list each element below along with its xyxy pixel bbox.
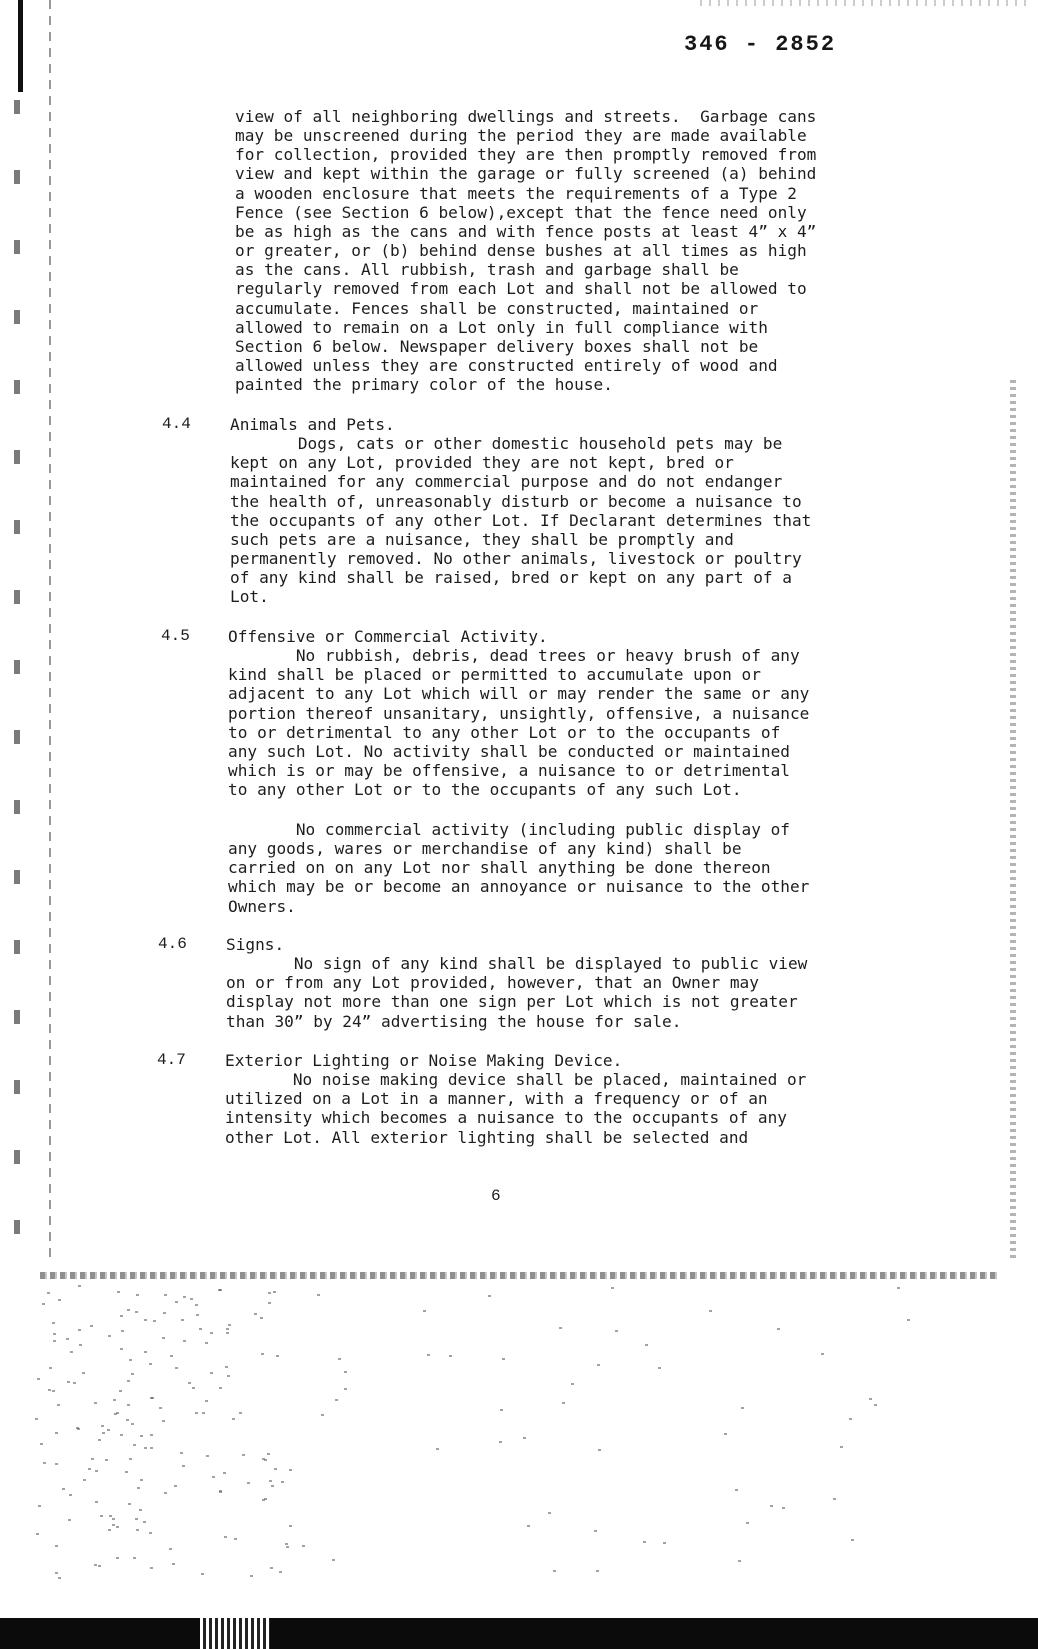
scan-speck xyxy=(91,1458,94,1460)
scan-speck xyxy=(149,1532,152,1534)
scan-speck xyxy=(571,1383,574,1385)
scan-bottom-artifact xyxy=(200,1618,270,1649)
scan-edge-specks xyxy=(14,100,20,1280)
scan-speck xyxy=(196,1314,199,1316)
scan-speck xyxy=(219,1387,222,1389)
scan-speck xyxy=(840,1446,843,1448)
scan-speck xyxy=(119,1390,122,1392)
page-number: 6 xyxy=(491,1187,501,1205)
scan-speck xyxy=(344,1371,347,1373)
scan-speck xyxy=(596,1570,599,1572)
scan-speck xyxy=(338,1358,341,1360)
scan-speck xyxy=(205,1400,208,1402)
scan-speck xyxy=(663,1542,666,1544)
scan-speck xyxy=(100,1515,103,1517)
scan-speck xyxy=(140,1435,143,1437)
scan-speck xyxy=(120,1315,123,1317)
scan-speck xyxy=(135,1518,138,1520)
scan-speck xyxy=(163,1312,166,1314)
scan-speck xyxy=(57,1404,60,1406)
scan-speck xyxy=(423,1310,426,1312)
scan-speck xyxy=(247,1482,250,1484)
scan-speck xyxy=(55,1572,58,1574)
scan-speck xyxy=(108,1529,111,1531)
scan-speck xyxy=(250,1575,253,1577)
scan-speck xyxy=(62,1488,65,1490)
section-4-5-text-2: No commercial activity (including public display of any goods, wares or merchandise of any kind) shall be carried on on any Lot nor shall anything be done thereon which may be or become an annoyance or nuisance to the other Owners. xyxy=(228,820,810,916)
scan-speck xyxy=(144,1351,147,1353)
scan-speck xyxy=(144,1447,147,1449)
scan-speck xyxy=(223,1472,226,1474)
scan-speck xyxy=(195,1304,198,1306)
scan-speck xyxy=(159,1407,162,1409)
scan-speck xyxy=(162,1420,165,1422)
scan-speck xyxy=(274,1468,277,1470)
scan-speck xyxy=(227,1375,230,1377)
scan-speck xyxy=(598,1449,601,1451)
scan-speck xyxy=(116,1412,119,1414)
scan-speck xyxy=(527,1525,530,1527)
scan-edge-mark xyxy=(18,0,23,92)
scan-speck xyxy=(52,1390,55,1392)
scan-speck xyxy=(162,1337,165,1339)
scan-speck xyxy=(90,1325,93,1327)
scan-speck xyxy=(69,1494,72,1496)
scan-speck xyxy=(254,1313,257,1315)
scan-speck xyxy=(226,1332,229,1334)
scan-speck xyxy=(58,1299,61,1301)
scan-noise xyxy=(35,1285,915,1585)
scan-speck xyxy=(78,1329,81,1331)
scan-speck xyxy=(143,1521,146,1523)
scan-speck xyxy=(78,1285,81,1287)
scan-speck xyxy=(43,1462,46,1464)
scan-speck xyxy=(869,1398,872,1400)
scan-speck xyxy=(48,1389,51,1391)
scan-speck xyxy=(218,1289,221,1291)
scan-speck xyxy=(770,1505,773,1507)
scan-speck xyxy=(105,1459,108,1461)
scan-speck xyxy=(502,1358,505,1360)
scan-speck xyxy=(55,1432,58,1434)
scan-speck xyxy=(228,1324,231,1326)
section-number-4-4: 4.4 xyxy=(162,415,191,433)
scan-speck xyxy=(49,1367,52,1369)
scan-speck xyxy=(127,1380,130,1382)
scan-speck xyxy=(42,1303,45,1305)
scan-speck xyxy=(183,1340,186,1342)
scan-speck xyxy=(488,1295,491,1297)
scan-speck xyxy=(188,1382,191,1384)
scan-speck xyxy=(170,1355,173,1357)
scan-speck xyxy=(35,1418,38,1420)
scan-speck xyxy=(52,1322,55,1324)
scan-speck xyxy=(724,1433,727,1435)
scan-speck xyxy=(195,1412,198,1414)
scan-speck xyxy=(289,1469,292,1471)
scan-speck xyxy=(131,1373,134,1375)
scan-speck xyxy=(174,1485,177,1487)
scan-speck xyxy=(202,1412,205,1414)
scan-speck xyxy=(180,1452,183,1454)
scan-speck xyxy=(108,1335,111,1337)
scan-speck xyxy=(270,1567,273,1569)
scan-speck xyxy=(344,1388,347,1390)
scan-speck xyxy=(88,1468,91,1470)
scan-speck xyxy=(615,1330,618,1332)
scan-speck xyxy=(117,1291,120,1293)
scan-speck xyxy=(107,1429,110,1431)
scan-speck xyxy=(83,1479,86,1481)
scan-speck xyxy=(127,1309,130,1311)
scan-speck xyxy=(658,1367,661,1369)
scan-speck xyxy=(242,1454,245,1456)
scan-speck xyxy=(175,1367,178,1369)
scan-speck xyxy=(94,1402,97,1404)
scan-speck xyxy=(129,1359,132,1361)
scan-speck xyxy=(268,1292,271,1294)
scan-speck xyxy=(129,1458,132,1460)
scan-speck xyxy=(268,1302,271,1304)
scan-speck xyxy=(321,1414,324,1416)
scan-speck xyxy=(738,1560,741,1562)
scan-speck xyxy=(128,1503,131,1505)
scan-speck xyxy=(121,1330,124,1332)
scan-speck xyxy=(210,1372,213,1374)
scan-speck xyxy=(849,1418,852,1420)
scan-speck xyxy=(150,1434,153,1436)
scan-speck xyxy=(144,1319,147,1321)
scan-speck xyxy=(113,1399,116,1401)
scan-speck xyxy=(269,1480,272,1482)
scan-speck xyxy=(76,1427,79,1429)
scan-speck xyxy=(95,1501,98,1503)
scan-bottom-border xyxy=(0,1618,1038,1649)
scan-speck xyxy=(79,1344,82,1346)
scan-speck xyxy=(164,1294,167,1296)
scan-speck xyxy=(260,1317,263,1319)
scan-speck xyxy=(139,1509,142,1511)
scan-speck xyxy=(897,1287,900,1289)
scan-speck xyxy=(735,1489,738,1491)
scan-speck xyxy=(116,1526,119,1528)
scan-speck xyxy=(82,1372,85,1374)
scan-speck xyxy=(98,1565,101,1567)
scan-speck xyxy=(150,1447,153,1449)
scan-speck xyxy=(777,1328,780,1330)
scan-speck xyxy=(239,1412,242,1414)
scan-speck xyxy=(285,1543,288,1545)
scan-speck xyxy=(261,1353,264,1355)
scan-speck xyxy=(192,1387,195,1389)
scan-speck xyxy=(68,1519,71,1521)
scan-speck xyxy=(53,1333,56,1335)
scan-speck xyxy=(643,1541,646,1543)
scan-speck xyxy=(219,1490,222,1492)
scan-speck xyxy=(137,1487,140,1489)
recording-stamp: 346 - 2852 xyxy=(684,32,837,57)
scan-speck xyxy=(112,1518,115,1520)
scan-speck xyxy=(286,1546,289,1548)
scan-speck xyxy=(821,1353,824,1355)
scan-speck xyxy=(127,1404,130,1406)
section-4-7-text: Exterior Lighting or Noise Making Device. No noise making device shall be placed, maintained or utilized on a Lot in a manner, with a frequency or of an intensity which becomes a nuisance to the occupants of any other Lot. All exterior lighting shall be selected and xyxy=(225,1051,807,1147)
scan-speck xyxy=(335,1399,338,1401)
scan-speck xyxy=(449,1355,452,1357)
scan-speck xyxy=(183,1296,186,1298)
scan-speck xyxy=(37,1378,40,1380)
scan-speck xyxy=(273,1291,276,1293)
scan-speck xyxy=(164,1492,167,1494)
scan-speck xyxy=(133,1444,136,1446)
scan-speck xyxy=(851,1539,854,1541)
scan-speck xyxy=(94,1564,97,1566)
scan-speck xyxy=(201,1573,204,1575)
scan-speck xyxy=(95,1470,98,1472)
scan-speck xyxy=(47,1292,50,1294)
scan-speck xyxy=(175,1301,178,1303)
scan-speck xyxy=(226,1328,229,1330)
scan-speck xyxy=(212,1476,215,1478)
scan-speck xyxy=(206,1455,209,1457)
section-number-4-5: 4.5 xyxy=(161,627,190,645)
scan-speck xyxy=(271,1485,274,1487)
scan-speck xyxy=(232,1418,235,1420)
scan-speck xyxy=(210,1332,213,1334)
scan-speck xyxy=(116,1557,119,1559)
section-4-4-text: Animals and Pets. Dogs, cats or other domestic household pets may be kept on any Lot, provided they are not kept, bred or maintained for any commercial purpose and do not endanger the health of, unreasonably disturb or become a nuisance to the occupants of any other Lot. If Declarant determines that such pets are a nuisance, they shall be promptly and permanently removed. No other animals, livestock or poultry of any kind shall be raised, bred or kept on any part of a Lot. xyxy=(230,415,812,607)
scan-speck xyxy=(40,1443,43,1445)
scan-speck xyxy=(782,1507,785,1509)
scan-speck xyxy=(36,1533,39,1535)
scan-speck xyxy=(833,1498,836,1500)
scan-speck xyxy=(135,1311,138,1313)
section-4-6-text: Signs. No sign of any kind shall be displayed to public view on or from any Lot provided, however, that an Owner may display not more than one sign per Lot which is not greater than 30” by 24” advertising the house for sale. xyxy=(226,935,808,1031)
scan-speck xyxy=(126,1419,129,1421)
scan-speck xyxy=(874,1404,877,1406)
scan-speck xyxy=(436,1448,439,1450)
scan-speck xyxy=(98,1439,101,1441)
scan-speck xyxy=(55,1463,58,1465)
scan-speck xyxy=(102,1432,105,1434)
scan-speck xyxy=(279,1571,282,1573)
scan-margin-line xyxy=(49,0,51,1262)
scan-speck xyxy=(317,1294,320,1296)
scan-speck xyxy=(67,1381,70,1383)
section-4-5-text: Offensive or Commercial Activity. No rubbish, debris, dead trees or heavy brush of any kind shall be placed or permitted to accumulate upon or adjacent to any Lot which will or may render the same or any portion thereof unsanitary, unsightly, offensive, a nuisance to or detrimental to any other Lot or to the occupants of any such Lot. No activity shall be conducted or maintained which is or may be offensive, a nuisance to or detrimental to any other Lot or to the occupants of any such Lot. xyxy=(228,627,810,800)
scan-speck xyxy=(332,1559,335,1561)
scan-speck xyxy=(120,1348,123,1350)
scan-speck xyxy=(150,1567,153,1569)
scan-speck xyxy=(302,1545,305,1547)
scan-speck xyxy=(55,1545,58,1547)
scan-speck xyxy=(109,1515,112,1517)
scan-speck xyxy=(131,1423,134,1425)
scan-speck xyxy=(553,1570,556,1572)
scan-speck xyxy=(289,1525,292,1527)
scan-speck xyxy=(136,1529,139,1531)
scan-speck xyxy=(38,1505,41,1507)
scan-speck xyxy=(73,1382,76,1384)
scan-speck xyxy=(136,1294,139,1296)
scan-speck xyxy=(70,1351,73,1353)
scan-right-edge xyxy=(1010,380,1016,1260)
scan-speck xyxy=(562,1402,565,1404)
scan-speck xyxy=(262,1458,265,1460)
section-number-4-6: 4.6 xyxy=(158,935,187,953)
scan-speck xyxy=(133,1557,136,1559)
intro-paragraph: view of all neighboring dwellings and streets. Garbage cans may be unscreened during the period they are made available for collection, provided they are then promptly removed from view and kept within the garage or fully screened (a) behind a wooden enclosure that meets the requirements of a Type 2 Fence (see Section 6 below),except that the fence need only be as high as the cans and with fence posts at least 4” x 4” or greater, or (b) behind dense bushes at all times as high as the cans. All rubbish, trash and garbage shall be regularly removed from each Lot and shall not be allowed to accumulate. Fences shall be constructed, maintained or allowed to remain on a Lot only in full compliance with Section 6 below. Newspaper delivery boxes shall not be allowed unless they are constructed entirely of wood and painted the primary color of the house. xyxy=(235,107,817,395)
scan-speck xyxy=(225,1366,228,1368)
scan-speck xyxy=(140,1479,143,1481)
scan-speck xyxy=(199,1328,202,1330)
scan-speck xyxy=(120,1434,123,1436)
scan-speck xyxy=(181,1319,184,1321)
scan-speck xyxy=(172,1563,175,1565)
scan-speck xyxy=(262,1499,265,1501)
scan-speck xyxy=(224,1536,227,1538)
scan-speck xyxy=(150,1397,153,1399)
scan-speck xyxy=(597,1364,600,1366)
scan-speck xyxy=(101,1425,104,1427)
scan-speck xyxy=(645,1344,648,1346)
scan-speck xyxy=(523,1437,526,1439)
scan-fold-line xyxy=(40,1272,1000,1279)
scan-speck xyxy=(611,1287,614,1289)
scan-speck xyxy=(548,1512,551,1514)
scan-speck xyxy=(594,1530,597,1532)
scan-speck xyxy=(427,1354,430,1356)
scan-speck xyxy=(559,1327,562,1329)
section-number-4-7: 4.7 xyxy=(157,1051,186,1069)
scan-speck xyxy=(709,1310,712,1312)
scan-speck xyxy=(182,1465,185,1467)
scan-speck xyxy=(267,1453,270,1455)
scan-top-specks xyxy=(700,0,1030,6)
scan-speck xyxy=(907,1319,910,1321)
scan-speck xyxy=(66,1338,69,1340)
scan-speck xyxy=(499,1441,502,1443)
scan-speck xyxy=(149,1363,152,1365)
scan-speck xyxy=(58,1577,61,1579)
scan-speck xyxy=(281,1481,284,1483)
scan-speck xyxy=(169,1548,172,1550)
scan-speck xyxy=(53,1340,56,1342)
scan-speck xyxy=(153,1320,156,1322)
scan-speck xyxy=(112,1524,115,1526)
scan-speck xyxy=(234,1538,237,1540)
scan-speck xyxy=(190,1298,193,1300)
scan-speck xyxy=(741,1407,744,1409)
scan-speck xyxy=(500,1409,503,1411)
scan-speck xyxy=(125,1471,128,1473)
scan-speck xyxy=(746,1522,749,1524)
scan-speck xyxy=(205,1342,208,1344)
scan-speck xyxy=(276,1355,279,1357)
